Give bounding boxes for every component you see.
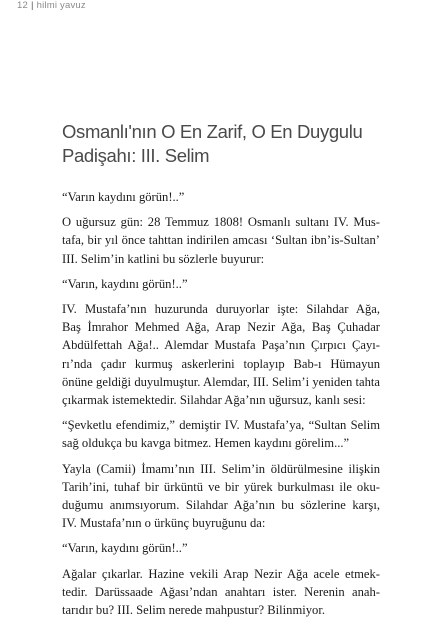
paragraph [62,565,380,620]
page-number: 12 [17,0,28,11]
paragraph-line: III. Selim’in katlini bu sözlerle buyurur: [62,251,265,266]
paragraph [62,460,380,533]
body-text [62,188,380,626]
paragraph-line: Abdülfettah Ağa!.. Alemdar Mustafa Paşa’nın Çırpıcı Çayı- [62,338,380,353]
paragraph-line: sağ oldukça bu kavga bitmez. Hemen kaydını görelim...” [62,436,350,451]
paragraph [62,539,380,557]
chapter-title-line-1: Osmanlı'nın O En Zarif, O En Duygulu [62,121,363,142]
author-name: hilmi yavuz [36,0,86,11]
paragraph [62,275,380,293]
paragraph-line: “Varın kaydını görün!..” [62,190,185,204]
paragraph-line: önüne geldiği duyulmuştur. Alemdar, III. Selim’i yeniden tahta [62,374,380,389]
paragraph-line: “Şevketlu efendimiz,” demiştir IV. Mustafa’ya, “Sultan Selim [62,418,380,433]
paragraph-line: “Varın, kaydını görün!..” [62,276,188,291]
paragraph-line: duğumu anımsıyorum. Silahdar Ağa’nın bu sözlerine karşı, [62,498,380,513]
chapter-title-line-2: Padişahı: III. Selim [62,145,210,166]
header-separator: | [30,0,34,11]
paragraph-line: tafa, bir yıl önce tahttan indirilen amcası ‘Sultan ibn’is-Sultan’ [62,233,380,248]
paragraph-line: çıkarmak istemektedir. Silahdar Ağa’nın uğursuz, kanlı sesi: [62,393,366,408]
paragraph [62,416,380,452]
paragraph [62,300,380,409]
running-head [17,0,86,11]
paragraph-line: IV. Mustafa’nın o ürkünç buyruğunu da: [62,516,266,531]
paragraph-line: tarıdır bu? III. Selim nerede mahpustur? Bilinmiyor. [62,603,326,618]
paragraph [62,213,380,268]
paragraph-line: Baş İmrahor Mehmed Ağa, Arap Nezir Ağa, Baş Çuhadar [62,320,380,335]
paragraph-line: tedir. Darüssaade Ağası’ndan anahtarı ister. Nerenin anah- [62,584,380,599]
paragraph-line: “Varın, kaydını görün!..” [62,541,188,556]
paragraph-line: rı’nda çadır kurmuş askerlerini toplayıp Bab-ı Hümayun [62,356,380,371]
chapter-title [62,120,392,168]
paragraph-line: O uğursuz gün: 28 Temmuz 1808! Osmanlı sultanı IV. Mus- [62,215,380,230]
paragraph-line: Ağalar çıkarlar. Hazine vekili Arap Nezir Ağa acele etmek- [62,566,380,581]
paragraph-line: Yayla (Camii) İmamı’nın III. Selim’in öldürülmesine ilişkin [62,461,380,476]
paragraph-line: IV. Mustafa’nın huzurunda duruyorlar işte: Silahdar Ağa, [62,302,380,317]
paragraph-line: Tarih’ini, tuhaf bir ürküntü ve bir yürek burkulması ile oku- [62,479,380,494]
paragraph [62,188,380,206]
